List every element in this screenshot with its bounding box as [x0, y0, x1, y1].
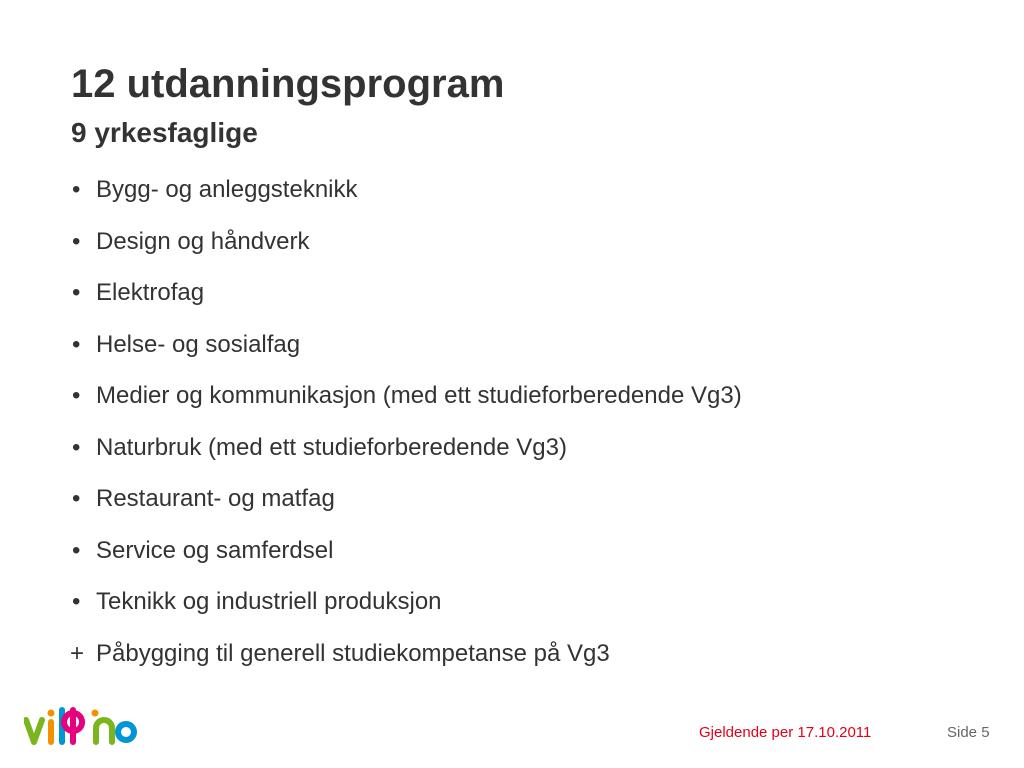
slide-title: 12 utdanningsprogram [71, 62, 505, 106]
list-item [68, 273, 742, 325]
list-item [68, 479, 742, 531]
page-number: Side 5 [947, 724, 990, 741]
slide-subtitle: 9 yrkesfaglige [71, 117, 258, 148]
bullet-icon: • [72, 176, 81, 203]
list-item [68, 531, 742, 583]
list-item [68, 325, 742, 377]
list-item-extra [68, 634, 742, 686]
list-item [68, 582, 742, 634]
bullet-icon: • [72, 485, 81, 512]
list-item-label: Medier og kommunikasjon (med ett studieforberedende Vg3) [96, 382, 742, 409]
list-item-label: Påbygging til generell studiekompetanse på Vg3 [96, 639, 610, 667]
bullet-icon: • [72, 279, 81, 306]
bullet-icon: • [72, 227, 81, 255]
list-item-label: Restaurant- og matfag [96, 485, 335, 512]
list-item-label: Bygg- og anleggsteknikk [96, 176, 358, 203]
list-item-label: Helse- og sosialfag [96, 330, 301, 358]
bullet-icon: • [72, 588, 81, 615]
footer-date: Gjeldende per 17.10.2011 [699, 724, 872, 741]
vilbo-logo [24, 706, 138, 750]
list-item [68, 428, 742, 480]
vilbo-logo-icon [24, 706, 138, 750]
program-list [68, 170, 742, 685]
bullet-icon: • [72, 330, 81, 358]
bullet-icon: • [72, 536, 81, 564]
list-item [68, 222, 742, 274]
list-item [68, 170, 742, 222]
bullet-icon: • [72, 433, 81, 461]
list-item [68, 376, 742, 428]
plus-icon: + [70, 639, 85, 667]
bullet-icon: • [72, 382, 81, 409]
list-item-label: Teknikk og industriell produksjon [96, 588, 442, 615]
list-item-label: Service og samferdsel [96, 536, 334, 564]
list-item-label: Design og håndverk [96, 227, 310, 255]
list-item-label: Elektrofag [96, 279, 205, 306]
list-item-label: Naturbruk (med ett studieforberedende Vg3) [96, 433, 567, 461]
